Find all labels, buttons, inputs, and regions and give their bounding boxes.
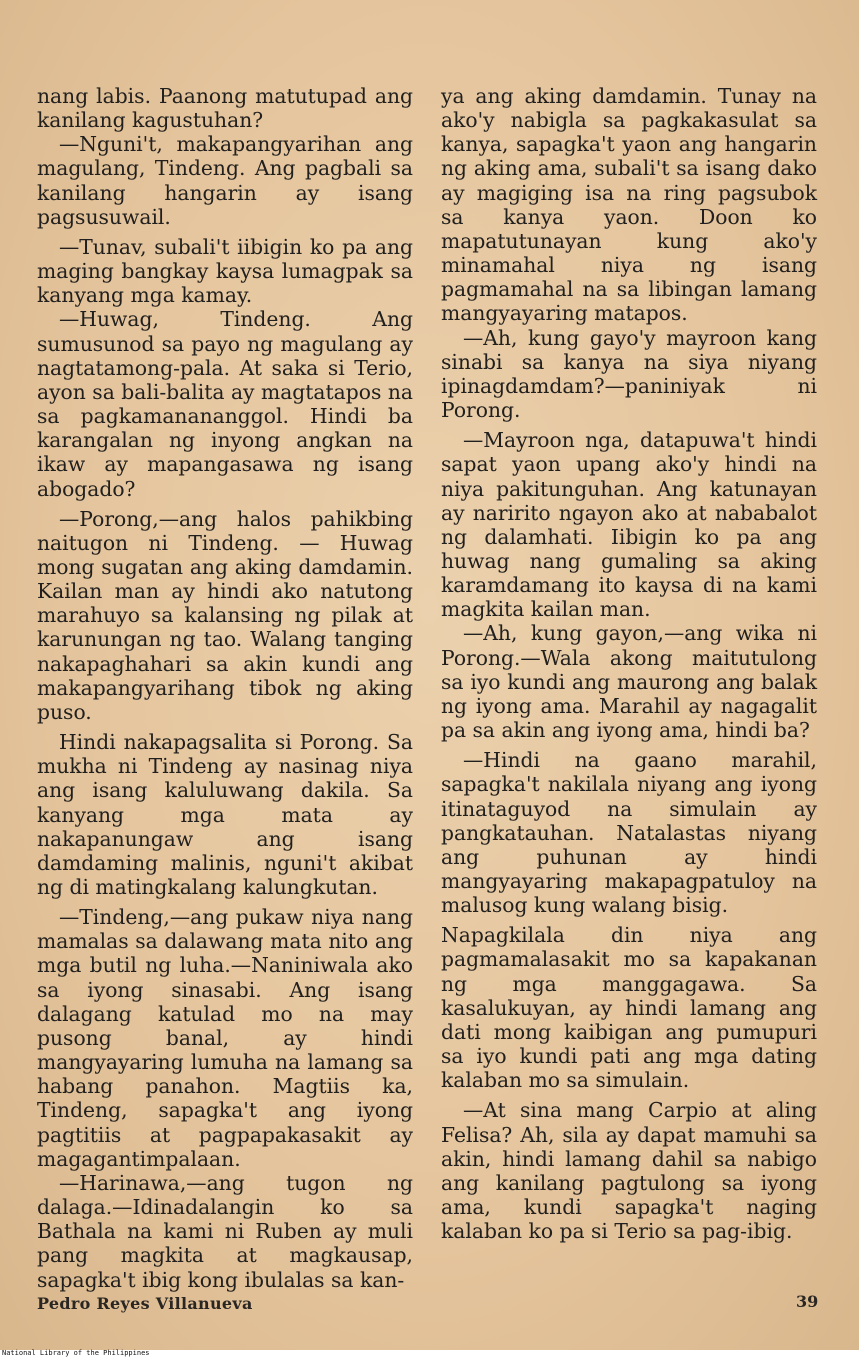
paragraph: —Ah, kung gayon,—ang wika ni Porong.—Wala akong maitutulong sa iyo kundi ang maurong ang balak ng iyong ama. Marahil ay nagagalit pa sa akin ang iyong ama, hindi ba? [441,621,817,743]
paragraph: —At sina mang Carpio at aling Felisa? Ah, sila ay dapat mamuhi sa akin, hindi lamang dahil sa nabigo ang kanilang pagtulong sa iyong ama, kundi sapagka't naging kalaban ko pa si Terio sa pag-ibig. [441,1098,817,1244]
paragraph: ya ang aking damdamin. Tunay na ako'y nabigla sa pagkakasulat sa kanya, sapagka't yaon ang hangarin ng aking ama, subali't sa isang dako ay magiging isa na ring pagsubok sa kanya yaon. Doon ko mapatutunayan kung ako'y minamahal niya ng isang pagmamahal na sa libingan lamang mangyayaring matapos. [441,84,817,326]
page-number: 39 [796,1292,819,1311]
paragraph: —Harinawa,—ang tugon ng dalaga.—Idinadalangin ko sa Bathala na kami ni Ruben ay muli pang magkita at magkausap, sapagka't ibig kong ibulalas sa kan- [37,1170,413,1292]
paragraph: Hindi nakapagsalita si Porong. Sa mukha ni Tindeng ay nasinag niya ang isang kaluluwang dakila. Sa kanyang mga mata ay nakapanungaw ang isang damdaming malinis, nguni't akibat ng di matingkalang kalungkutan. [37,730,413,899]
author-name: Pedro Reyes Villanueva [37,1294,253,1313]
paragraph: —Hindi na gaano marahil, sapagka't nakilala niyang ang iyong itinataguyod na simulain ay pangkatauhan. Natalastas niyang ang puhunan ay hindi mangyayaring makapagpatuloy na malusog kung walang bisig. [441,748,817,918]
paragraph: —Huwag, Tindeng. Ang sumusunod sa payo ng magulang ay nagtatamong-pala. At saka si Terio, ayon sa bali-balita ay magtatapos na sa pagkamanananggol. Hindi ba karangalan ng inyong angkan na ikaw ay mapangasawa ng isang abogado? [37,307,413,501]
paragraph: —Nguni't, makapangyarihan ang magulang, Tindeng. Ang pagbali sa kanilang hangarin ay isang pagsusuwail. [37,132,413,229]
paragraph: —Tunav, subali't iibigin ko pa ang maging bangkay kaysa lumagpak sa kanyang mga kamay. [37,234,413,308]
left-column [37,84,413,1292]
paragraph: —Tindeng,—ang pukaw niya nang mamalas sa dalawang mata nito ang mga butil ng luha.—Naniniwala ako sa iyong sinasabi. Ang isang dalagang katulad mo na may pusong banal, ay hindi mangyayaring lumuha na lamang sa habang panahon. Magtiis ka, Tindeng, sapagka't ang iyong pagtitiis at pagpapakasakit ay magagantimpalaan. [37,905,413,1171]
paragraph: —Ah, kung gayo'y mayroon kang sinabi sa kanya na siya niyang ipinagdamdam?—paniniyak ni Porong. [441,325,817,423]
archive-credit: National Library of the Philippines [2,1349,150,1357]
paragraph: —Porong,—ang halos pahikbing naitugon ni Tindeng. — Huwag mong sugatan ang aking damdamin. Kailan man ay hindi ako natutong marahuyo sa kalansing ng pilak at karunungan ng tao. Walang tanging nakapaghahari sa akin kundi ang makapangyarihang tibok ng aking puso. [37,506,413,724]
paragraph: —Mayroon nga, datapuwa't hindi sapat yaon upang ako'y hindi na niya pakitunguhan. Ang katunayan ay naririto ngayon ako at nababalot ng dalamhati. Iibigin ko pa ang huwag nang gumaling sa aking karamdamang ito kaysa di na kami magkita kailan man. [441,428,817,622]
paragraph: Napagkilala din niya ang pagmamalasakit mo sa kapakanan ng mga manggagawa. Sa kasalukuyan, ay hindi lamang ang dati mong kaibigan ang pumupuri sa iyo kundi pati ang mga dating kalaban mo sa simulain. [441,923,817,1093]
right-column [441,84,817,1243]
paragraph: nang labis. Paanong matutupad ang kanilang kagustuhan? [37,84,413,133]
